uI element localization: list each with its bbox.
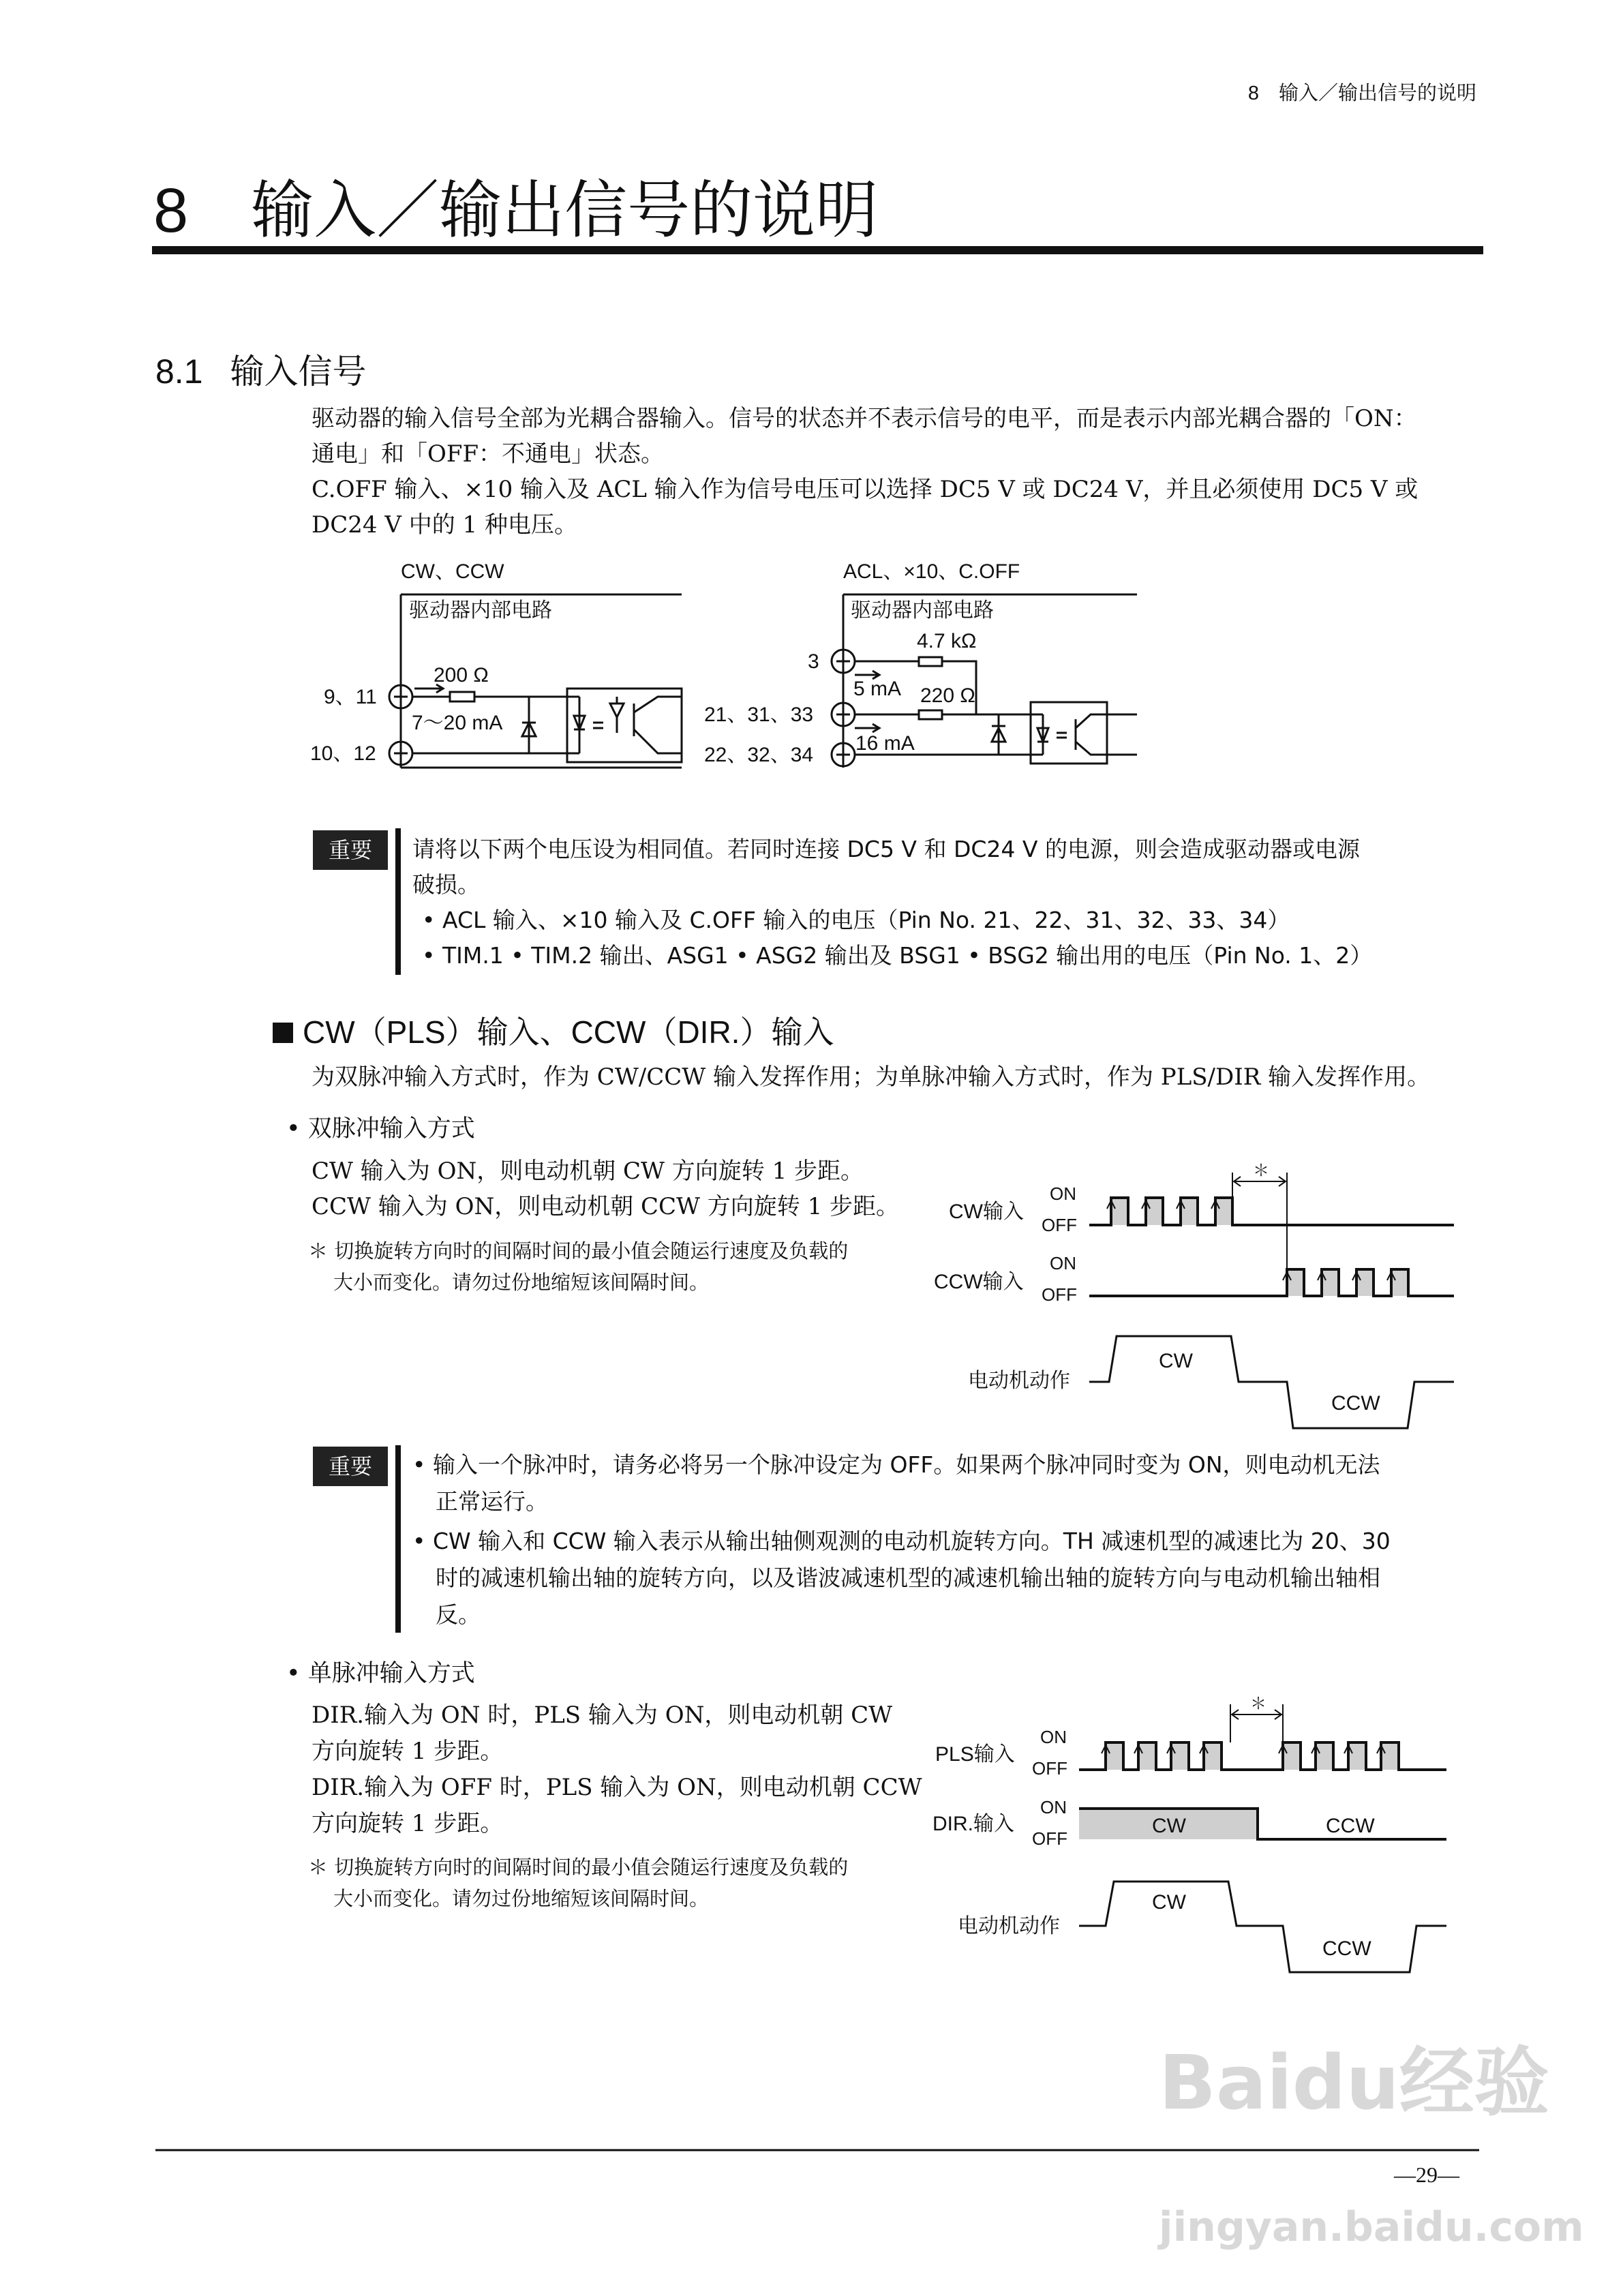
note-line: ＊ 切换旋转方向时的间隔时间的最小值会随运行速度及负载的 (308, 1856, 849, 1879)
important-bullet: • ACL 输入、×10 输入及 C.OFF 输入的电压（Pin No. 21、22、31、32、33、34） (422, 907, 1290, 933)
on-label: ON (1040, 1727, 1067, 1747)
on-label: ON (1050, 1253, 1076, 1273)
heading-text: 单脉冲输入方式 (307, 1660, 475, 1687)
important-line: 正常运行。 (436, 1488, 548, 1515)
text-line: CW 输入为 ON，则电动机朝 CW 方向旋转 1 步距。 (312, 1158, 864, 1185)
important-line: 时的减速机输出轴的旋转方向，以及谐波减速机型的减速机输出轴的旋转方向与电动机输出轴相 (436, 1565, 1380, 1591)
signal-label: PLS输入 (935, 1743, 1015, 1766)
intro-line: DC24 V 中的 1 种电压。 (312, 511, 577, 539)
off-label: OFF (1042, 1215, 1077, 1235)
subsection-heading (273, 1008, 834, 1053)
timing-diagram-double (934, 1162, 1454, 1428)
important-bar (395, 828, 401, 975)
text-line: DIR.输入为 OFF 时，PLS 输入为 ON，则电动机朝 CCW (312, 1774, 922, 1801)
interval-marker: ＊ (1250, 1695, 1266, 1713)
resistor-label: 200 Ω (434, 664, 489, 686)
pulse (1146, 1198, 1163, 1225)
important-line: • CW 输入和 CCW 输入表示从输出轴侧观测的电动机旋转方向。TH 减速机型的减速比为 20、30 (412, 1528, 1391, 1554)
dir-cw-label: CW (1152, 1815, 1186, 1837)
on-label: ON (1040, 1797, 1067, 1817)
pulse (1171, 1742, 1188, 1770)
section-number: 8.1 (155, 352, 203, 391)
motor-cw-label: CW (1159, 1350, 1193, 1372)
pulse (1316, 1742, 1333, 1770)
important-bullet: • TIM.1 • TIM.2 输出、ASG1 • ASG2 输出及 BSG1 • BSG2 输出用的电压（Pin No. 1、2） (422, 942, 1373, 969)
current-label: 16 mA (855, 732, 915, 755)
important-badge: 重要 (313, 830, 388, 870)
signal-label: 电动机动作 (958, 1915, 1060, 1937)
single-pulse-heading: • 单脉冲输入方式 (286, 1660, 475, 1687)
pulse (1138, 1742, 1155, 1770)
subsection-desc: 为双脉冲输入方式时，作为 CW/CCW 输入发挥作用；为单脉冲输入方式时，作为 PLS/DIR 输入发挥作用。 (312, 1063, 1431, 1091)
intro-line: C.OFF 输入、×10 输入及 ACL 输入作为信号电压可以选择 DC5 V 或 DC24 V，并且必须使用 DC5 V 或 (312, 476, 1419, 503)
single-pulse-text (312, 1697, 922, 1842)
watermark-url: jingyan.baidu.com (1159, 2203, 1584, 2251)
timing-diagram-single (932, 1695, 1446, 1972)
single-pulse-note (308, 1852, 848, 1914)
note-line: 大小而变化。请勿过份地缩短该间隔时间。 (333, 1887, 710, 1910)
on-label: ON (1050, 1183, 1076, 1204)
interval-marker: ＊ (1253, 1162, 1269, 1180)
off-label: OFF (1042, 1284, 1077, 1305)
text-line: 方向旋转 1 步距。 (312, 1738, 504, 1765)
page-number: —29— (1394, 2162, 1459, 2187)
running-header: 8 输入／输出信号的说明 (1247, 82, 1476, 104)
circuit-left-box-label: 驱动器内部电路 (409, 599, 552, 622)
pin-label: 9、11 (324, 686, 377, 708)
resistor-label: 220 Ω (920, 684, 975, 707)
signal-label: CCW输入 (934, 1271, 1024, 1293)
pulse (1204, 1742, 1221, 1770)
note-line: 大小而变化。请勿过份地缩短该间隔时间。 (333, 1271, 710, 1294)
circuit-right (704, 560, 1137, 768)
double-pulse-heading: • 双脉冲输入方式 (286, 1115, 475, 1143)
important-line: 破损。 (412, 871, 480, 898)
signal-label: 电动机动作 (968, 1370, 1070, 1392)
text-line: DIR.输入为 ON 时，PLS 输入为 ON，则电动机朝 CW (312, 1702, 893, 1729)
pulse (1215, 1198, 1232, 1225)
section-title: 输入信号 (230, 352, 367, 391)
chapter-title: 8 输入／输出信号的说明 (153, 176, 879, 245)
pin-label: 22、32、34 (704, 744, 814, 766)
circuit-right-box-label: 驱动器内部电路 (851, 599, 994, 622)
pulse (1348, 1742, 1365, 1770)
pulse (1106, 1742, 1123, 1770)
signal-label: DIR.输入 (932, 1813, 1014, 1835)
pulse (1111, 1198, 1128, 1225)
circuit-left (310, 560, 682, 768)
pin-label: 21、31、33 (704, 704, 814, 726)
pulse (1356, 1269, 1374, 1296)
circuit-right-title: ACL、×10、C.OFF (843, 560, 1020, 583)
pulse (1391, 1269, 1408, 1296)
important-line: • 输入一个脉冲时，请务必将另一个脉冲设定为 OFF。如果两个脉冲同时变为 ON，则电动机无法 (412, 1451, 1380, 1478)
note-line: ＊ 切换旋转方向时的间隔时间的最小值会随运行速度及负载的 (308, 1239, 849, 1263)
important-note (412, 832, 1372, 973)
signal-label: CW输入 (949, 1200, 1024, 1223)
important-line: 请将以下两个电压设为相同值。若同时连接 DC5 V 和 DC24 V 的电源，则会造成驱动器或电源 (412, 836, 1360, 862)
text-line: 方向旋转 1 步距。 (312, 1810, 504, 1837)
pin-label: 3 (808, 650, 819, 673)
motor-ccw-label: CCW (1331, 1392, 1380, 1415)
resistor-label: 4.7 kΩ (917, 630, 977, 652)
current-label: 7～20 mA (412, 712, 503, 734)
important-bar (395, 1445, 401, 1633)
watermark-logo: Baidu经验 (1159, 2039, 1549, 2126)
intro-line: 驱动器的输入信号全部为光耦合器输入。信号的状态并不表示信号的电平，而是表示内部光耦合器的「ON： (312, 405, 1417, 432)
pulse (1283, 1742, 1300, 1770)
pulse (1322, 1269, 1339, 1296)
pulse (1287, 1269, 1304, 1296)
pulse (1181, 1198, 1198, 1225)
double-pulse-note (308, 1235, 848, 1298)
off-label: OFF (1032, 1758, 1067, 1779)
subsection-title: CW（PLS）输入、CCW（DIR.）输入 (303, 1014, 834, 1050)
motor-ccw-label: CCW (1322, 1937, 1371, 1960)
circuit-left-title: CW、CCW (401, 560, 504, 583)
dir-ccw-label: CCW (1326, 1815, 1375, 1837)
heading-text: 双脉冲输入方式 (307, 1115, 475, 1143)
intro-line: 通电」和「OFF：不通电」状态。 (312, 440, 665, 468)
pin-label: 10、12 (310, 742, 376, 765)
important-note (412, 1447, 1391, 1633)
current-label: 5 mA (853, 678, 902, 700)
off-label: OFF (1032, 1828, 1067, 1849)
text-line: CCW 输入为 ON，则电动机朝 CCW 方向旋转 1 步距。 (312, 1193, 900, 1220)
motor-cw-label: CW (1152, 1891, 1186, 1914)
important-badge: 重要 (313, 1447, 388, 1486)
square-bullet-icon (273, 1023, 293, 1043)
pulse (1381, 1742, 1398, 1770)
important-line: 反。 (436, 1601, 481, 1628)
double-pulse-text (312, 1153, 899, 1224)
